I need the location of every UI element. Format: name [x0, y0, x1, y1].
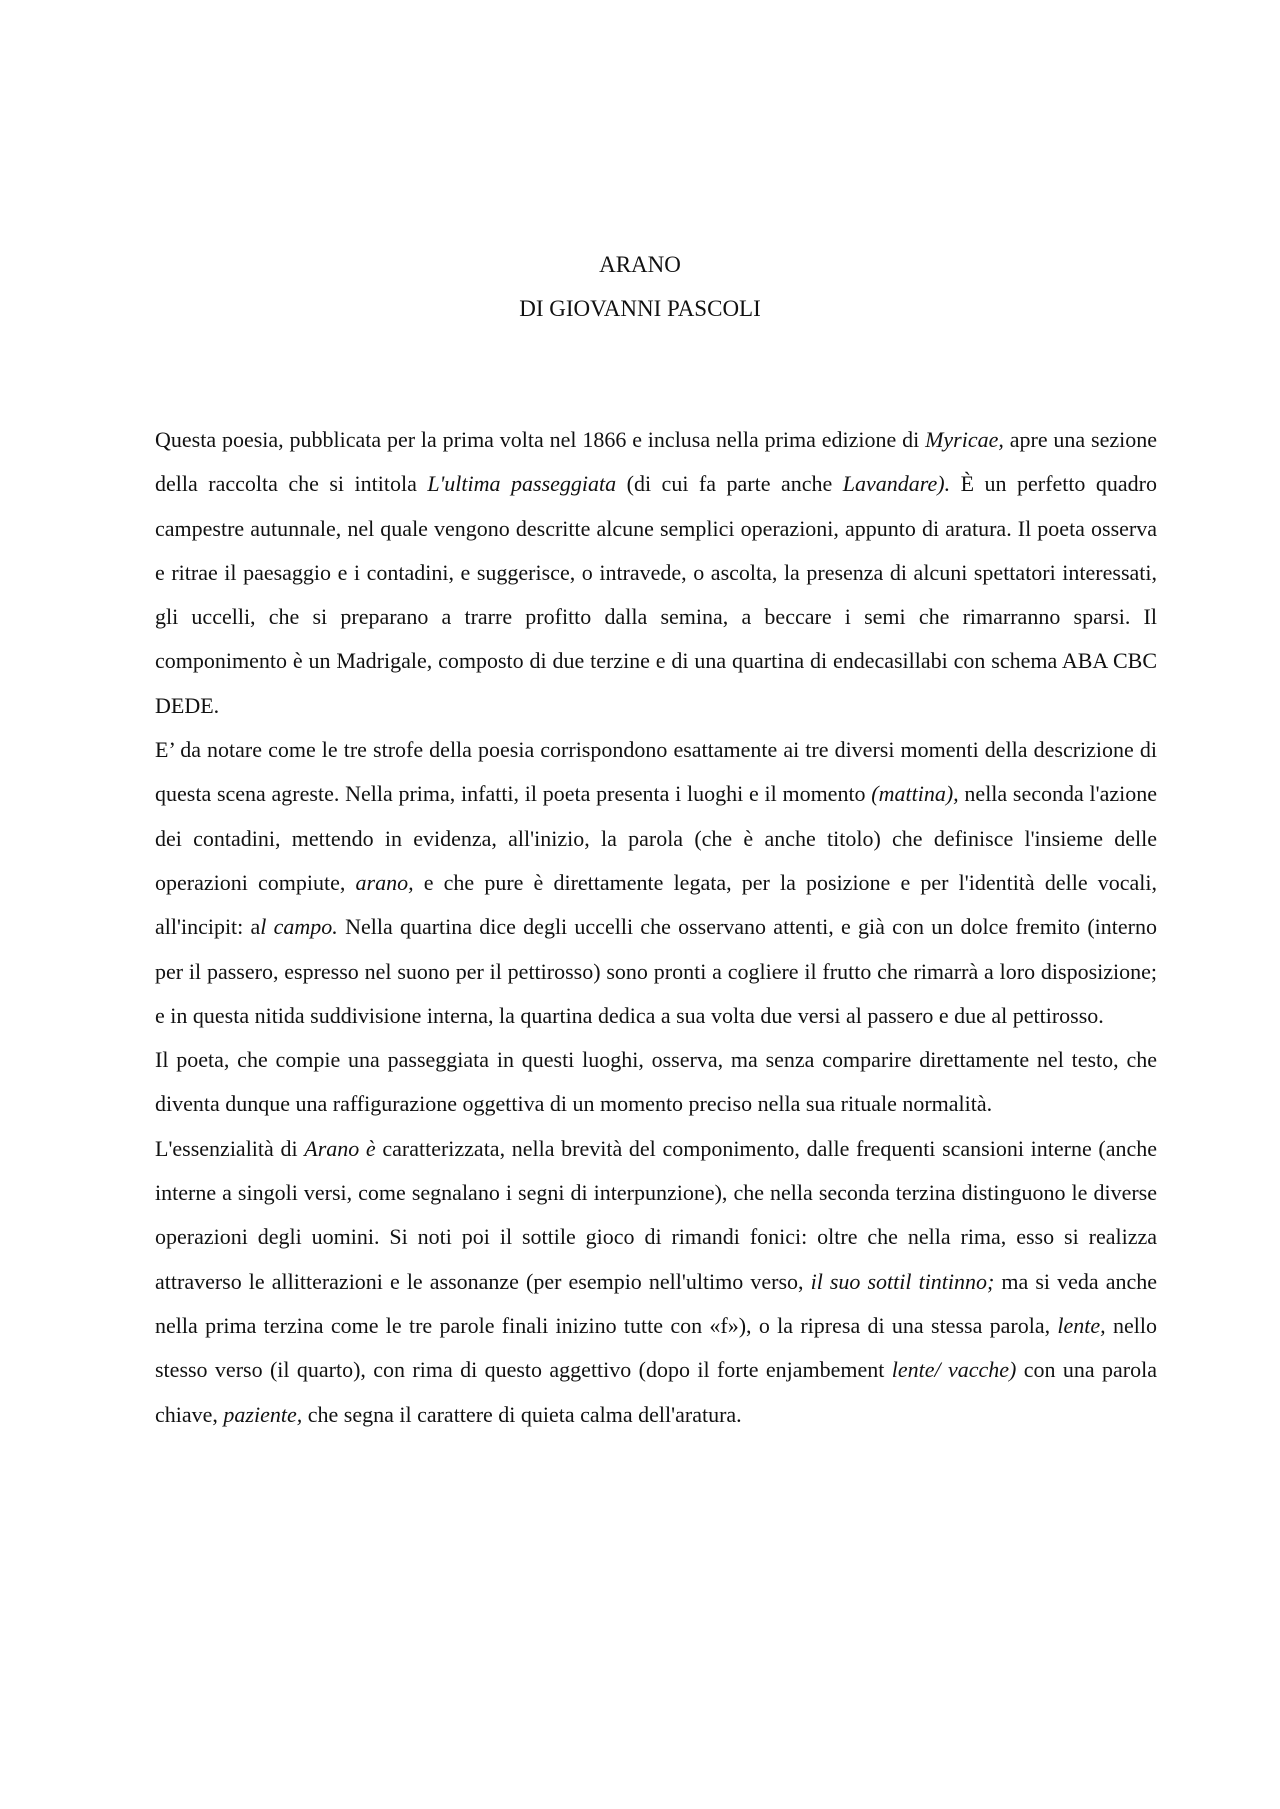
text-run: nello stesso verso (il quarto), con rima di questo aggettivo (dopo il forte enjambement [155, 1312, 1157, 1383]
paragraph [155, 418, 1157, 728]
text-run-italic: lente/ vacche) [891, 1357, 1017, 1383]
text-run-italic: paziente, [223, 1401, 303, 1427]
paragraph [155, 1127, 1157, 1437]
document-title: ARANO [599, 252, 681, 277]
title-block [0, 243, 1280, 331]
text-run: Nella quartina dice degli uccelli che osservano attenti, e già con un dolce fremito (interno per il passero, espresso nel suono per il pettirosso) sono pronti a cogliere il frutto che rimarrà a loro disposizione; e in questa nitida suddivisione interna, la quartina dedica a sua volta due versi al passero e due al pettirosso. [155, 914, 1157, 1028]
text-run-italic: il suo sottil tintinno; [810, 1268, 995, 1294]
text-run: caratterizzata, nella brevità del componimento, dalle frequenti scansioni interne (anche interne a singoli versi, come segnalano i segni di interpunzione), che nella seconda terzina distinguono le diverse operazioni degli uomini. Si noti poi il sottile gioco di rimandi fonici: oltre che nella rima, esso si realizza attraverso le allitterazioni e le assonanze (per esempio nell'ultimo verso, [155, 1135, 1157, 1294]
text-run: Il poeta, che compie una passeggiata in questi luoghi, osserva, ma senza comparire direttamente nel testo, che diventa dunque una raffigurazione oggettiva di un momento preciso nella sua rituale normalità. [155, 1047, 1157, 1117]
text-run-italic: (mattina), [871, 781, 959, 807]
body-text [155, 418, 1157, 1437]
text-run-italic: arano, [355, 869, 414, 895]
text-run-italic: lente, [1057, 1312, 1106, 1338]
text-run: che segna il carattere di quieta calma dell'aratura. [302, 1401, 742, 1427]
text-run: ma si veda anche nella prima terzina come le tre parole finali inizino tutte con «f»), o la ripresa di una stessa parola, [155, 1268, 1158, 1338]
paragraph [155, 728, 1157, 1038]
text-run-italic: L'ultima passeggiata [427, 471, 617, 497]
text-run: È un perfetto quadro campestre autunnale, nel quale vengono descritte alcune semplici operazioni, appunto di aratura. Il poeta osserva e ritrae il paesaggio e i contadini, e suggerisce, o intravede, o ascolta, la presenza di alcuni spettatori interessati, gli uccelli, che si preparano a trarre profitto dalla semina, a beccare i semi che rimarranno sparsi. Il componimento è un Madrigale, composto di due terzine e di una quartina di endecasillabi con schema ABA CBC DEDE. [155, 471, 1158, 718]
document-subtitle: DI GIOVANNI PASCOLI [519, 296, 761, 321]
text-run-italic: Myricae, [925, 427, 1004, 452]
text-run-italic: Arano è [304, 1135, 376, 1161]
text-run: e che pure è direttamente legata, per la posizione e per l'identità delle vocali, all'incipit: a [155, 869, 1157, 940]
text-run-italic: Lavandare). [842, 471, 951, 497]
paragraph [155, 1038, 1157, 1127]
text-run: E’ da notare come le tre strofe della poesia corrispondono esattamente ai tre diversi momenti della descrizione di questa scena agreste. Nella prima, infatti, il poeta presenta i luoghi e il momento [155, 737, 1157, 807]
text-run: Questa poesia, pubblicata per la prima volta nel 1866 e inclusa nella prima edizione di [155, 427, 926, 452]
text-run: (di cui fa parte anche [616, 471, 843, 497]
text-run: apre una sezione della raccolta che si intitola [155, 427, 1158, 497]
text-run-italic: l campo. [260, 914, 338, 940]
text-run: con una parola chiave, [155, 1357, 1157, 1427]
text-run: nella seconda l'azione dei contadini, mettendo in evidenza, all'inizio, la parola (che è anche titolo) che definisce l'insieme delle operazioni compiute, [155, 781, 1157, 895]
text-run: L'essenzialità di [155, 1135, 305, 1161]
